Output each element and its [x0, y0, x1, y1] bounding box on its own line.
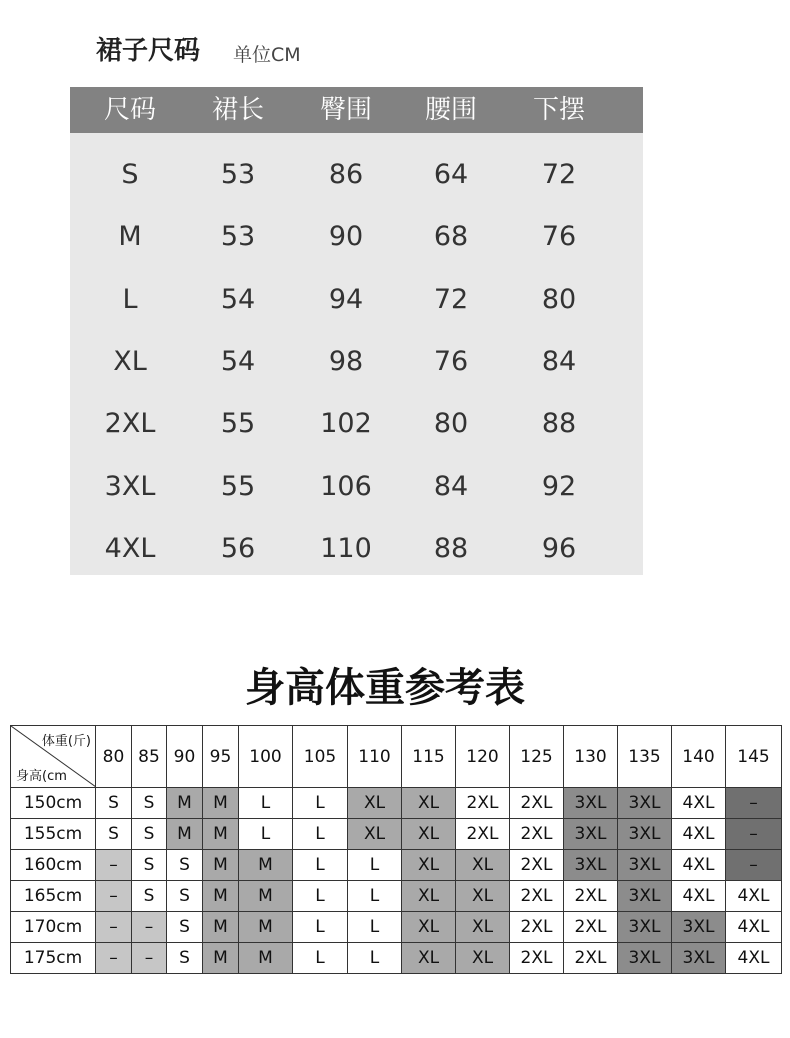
size-recommendation-cell: 3XL — [618, 881, 672, 912]
size-recommendation-cell: M — [239, 912, 293, 943]
size-cell-hip: 98 — [328, 345, 364, 377]
weight-header: 95 — [203, 726, 239, 788]
size-recommendation-cell: 2XL — [564, 881, 618, 912]
size-recommendation-cell: – — [132, 912, 167, 943]
size-cell-size: 4XL — [104, 532, 156, 564]
size-recommendation-cell: 4XL — [726, 881, 782, 912]
size-recommendation-cell: XL — [456, 881, 510, 912]
size-recommendation-cell: 4XL — [672, 819, 726, 850]
size-recommendation-cell: XL — [402, 912, 456, 943]
size-recommendation-cell: XL — [402, 943, 456, 974]
weight-header: 90 — [167, 726, 203, 788]
table-row — [11, 943, 782, 974]
table-row — [11, 819, 782, 850]
size-recommendation-cell: 2XL — [510, 850, 564, 881]
size-recommendation-cell: 2XL — [510, 819, 564, 850]
weight-header: 120 — [456, 726, 510, 788]
size-recommendation-cell: – — [96, 881, 132, 912]
size-cell-hem: 72 — [541, 159, 577, 190]
size-cell-size: 2XL — [104, 408, 156, 440]
size-cell-waist: 68 — [433, 221, 469, 253]
unit-label: 单位CM — [233, 44, 301, 66]
height-label: 150cm — [11, 788, 96, 819]
reference-title: 身高体重参考表 — [245, 665, 525, 711]
size-recommendation-cell: 3XL — [564, 819, 618, 850]
weight-header: 125 — [510, 726, 564, 788]
size-recommendation-cell: 4XL — [726, 943, 782, 974]
size-row — [70, 518, 643, 580]
height-label: 175cm — [11, 943, 96, 974]
size-recommendation-cell: 3XL — [564, 850, 618, 881]
size-recommendation-cell: 4XL — [726, 912, 782, 943]
size-recommendation-cell: – — [726, 850, 782, 881]
size-cell-hip: 86 — [328, 159, 364, 190]
size-recommendation-cell: L — [293, 850, 348, 881]
size-recommendation-cell: L — [348, 912, 402, 943]
weight-header: 145 — [726, 726, 782, 788]
size-recommendation-cell: XL — [348, 788, 402, 819]
size-recommendation-cell: 3XL — [618, 943, 672, 974]
size-recommendation-cell: 3XL — [672, 912, 726, 943]
size-recommendation-cell: L — [239, 819, 293, 850]
size-recommendation-cell: S — [132, 881, 167, 912]
size-recommendation-cell: 3XL — [672, 943, 726, 974]
weight-header: 115 — [402, 726, 456, 788]
size-row — [70, 144, 643, 206]
size-cell-length: 54 — [220, 283, 256, 315]
size-recommendation-cell: M — [203, 819, 239, 850]
size-recommendation-cell: L — [293, 819, 348, 850]
size-recommendation-cell: 4XL — [672, 850, 726, 881]
size-recommendation-cell: – — [132, 943, 167, 974]
size-cell-length: 54 — [220, 345, 256, 377]
size-recommendation-cell: L — [293, 788, 348, 819]
header-hem: 下摆 — [532, 95, 585, 125]
size-cell-hip: 110 — [320, 532, 372, 564]
weight-header: 105 — [293, 726, 348, 788]
size-cell-length: 53 — [220, 159, 256, 190]
size-cell-size: S — [121, 159, 139, 190]
size-recommendation-cell: L — [348, 881, 402, 912]
size-cell-hip: 94 — [328, 283, 364, 315]
weight-header: 85 — [132, 726, 167, 788]
size-cell-size: 3XL — [104, 470, 156, 502]
height-label: 165cm — [11, 881, 96, 912]
size-recommendation-cell: 3XL — [618, 912, 672, 943]
table-row — [11, 788, 782, 819]
size-row — [70, 393, 643, 455]
size-cell-waist: 80 — [433, 408, 469, 440]
weight-header: 110 — [348, 726, 402, 788]
size-recommendation-cell: M — [203, 943, 239, 974]
height-label: 160cm — [11, 850, 96, 881]
weight-header: 80 — [96, 726, 132, 788]
size-cell-hip: 106 — [320, 470, 372, 502]
height-weight-table — [10, 725, 782, 974]
size-recommendation-cell: 3XL — [618, 850, 672, 881]
weight-header: 140 — [672, 726, 726, 788]
size-recommendation-cell: M — [239, 881, 293, 912]
size-recommendation-cell: – — [96, 943, 132, 974]
size-recommendation-cell: – — [96, 850, 132, 881]
size-recommendation-cell: M — [203, 912, 239, 943]
size-cell-length: 56 — [220, 532, 256, 564]
size-recommendation-cell: M — [167, 788, 203, 819]
size-recommendation-cell: S — [167, 881, 203, 912]
size-cell-length: 55 — [220, 470, 256, 502]
size-recommendation-cell: 3XL — [564, 788, 618, 819]
size-recommendation-cell: 2XL — [564, 943, 618, 974]
size-cell-hip: 90 — [328, 221, 364, 253]
size-recommendation-cell: L — [293, 943, 348, 974]
size-recommendation-cell: – — [726, 788, 782, 819]
size-recommendation-cell: XL — [402, 850, 456, 881]
size-recommendation-cell: XL — [402, 788, 456, 819]
size-cell-hem: 92 — [541, 470, 577, 502]
size-recommendation-cell: S — [132, 850, 167, 881]
size-recommendation-cell: XL — [456, 943, 510, 974]
size-recommendation-cell: M — [203, 788, 239, 819]
size-table-header — [70, 87, 643, 133]
size-cell-waist: 88 — [433, 532, 469, 564]
size-cell-waist: 84 — [433, 470, 469, 502]
size-cell-length: 53 — [220, 221, 256, 253]
size-recommendation-cell: M — [203, 881, 239, 912]
size-row — [70, 456, 643, 518]
table-row — [11, 850, 782, 881]
size-cell-hem: 96 — [541, 532, 577, 564]
size-cell-hem: 88 — [541, 408, 577, 440]
size-recommendation-cell: L — [239, 788, 293, 819]
size-cell-length: 55 — [220, 408, 256, 440]
header-size: 尺码 — [103, 95, 156, 125]
size-recommendation-cell: XL — [402, 819, 456, 850]
height-axis-label: 身高(cm — [16, 769, 67, 784]
weight-header: 130 — [564, 726, 618, 788]
size-cell-hip: 102 — [320, 408, 372, 440]
size-recommendation-cell: S — [167, 912, 203, 943]
size-recommendation-cell: S — [132, 819, 167, 850]
size-recommendation-cell: L — [348, 943, 402, 974]
size-recommendation-cell: S — [167, 850, 203, 881]
size-cell-waist: 72 — [433, 283, 469, 315]
header-waist: 腰围 — [424, 95, 477, 125]
size-recommendation-cell: XL — [456, 850, 510, 881]
size-recommendation-cell: S — [132, 788, 167, 819]
size-recommendation-cell: 2XL — [510, 788, 564, 819]
size-recommendation-cell: 3XL — [618, 819, 672, 850]
size-recommendation-cell: M — [203, 850, 239, 881]
size-recommendation-cell: L — [348, 850, 402, 881]
size-cell-waist: 64 — [433, 159, 469, 190]
weight-axis-label: 体重(斤) — [41, 734, 91, 749]
size-chart-title: 裙子尺码 — [96, 36, 201, 66]
size-cell-size: M — [118, 221, 142, 253]
size-cell-size: XL — [113, 345, 147, 377]
size-recommendation-cell: 2XL — [456, 788, 510, 819]
size-recommendation-cell: XL — [402, 881, 456, 912]
size-cell-hem: 84 — [541, 345, 577, 377]
size-cell-hem: 76 — [541, 221, 577, 253]
size-recommendation-cell: XL — [456, 912, 510, 943]
size-recommendation-cell: 2XL — [510, 912, 564, 943]
size-recommendation-cell: S — [96, 788, 132, 819]
table-row — [11, 881, 782, 912]
size-recommendation-cell: XL — [348, 819, 402, 850]
size-cell-size: L — [122, 283, 138, 315]
corner-cell — [11, 726, 96, 788]
size-recommendation-cell: – — [96, 912, 132, 943]
size-recommendation-cell: M — [167, 819, 203, 850]
size-row — [70, 331, 643, 393]
header-length: 裙长 — [211, 95, 264, 125]
height-label: 170cm — [11, 912, 96, 943]
size-recommendation-cell: 4XL — [672, 788, 726, 819]
size-recommendation-cell: 2XL — [510, 943, 564, 974]
size-table — [70, 87, 643, 575]
height-label: 155cm — [11, 819, 96, 850]
size-recommendation-cell: L — [293, 912, 348, 943]
size-recommendation-cell: S — [96, 819, 132, 850]
size-row — [70, 206, 643, 268]
size-recommendation-cell: S — [167, 943, 203, 974]
header-hip: 臀围 — [319, 95, 372, 125]
size-recommendation-cell: M — [239, 943, 293, 974]
weight-header: 100 — [239, 726, 293, 788]
size-cell-waist: 76 — [433, 345, 469, 377]
size-recommendation-cell: – — [726, 819, 782, 850]
size-recommendation-cell: 3XL — [618, 788, 672, 819]
size-recommendation-cell: M — [239, 850, 293, 881]
size-recommendation-cell: 2XL — [564, 912, 618, 943]
weight-header: 135 — [618, 726, 672, 788]
size-recommendation-cell: 2XL — [510, 881, 564, 912]
size-recommendation-cell: 4XL — [672, 881, 726, 912]
table-row — [11, 912, 782, 943]
size-recommendation-cell: L — [293, 881, 348, 912]
size-row — [70, 269, 643, 331]
size-cell-hem: 80 — [541, 283, 577, 315]
size-recommendation-cell: 2XL — [456, 819, 510, 850]
